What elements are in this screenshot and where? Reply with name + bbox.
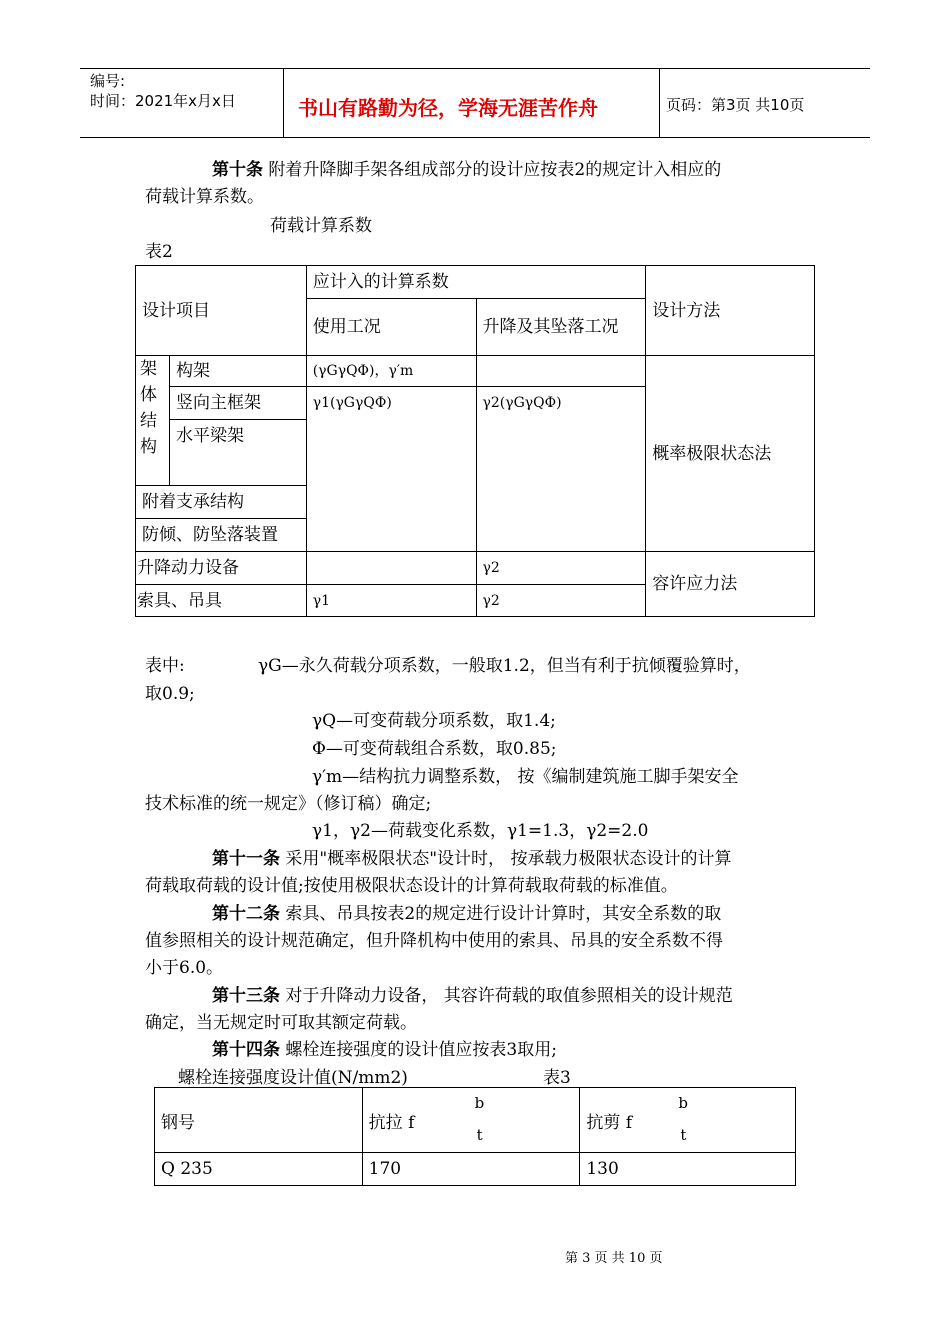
power-use (306, 552, 476, 585)
article-11-line1: 第十一条 采用"概率极限状态"设计时， 按承载力极限状态设计的计算 (212, 849, 732, 869)
article-13-title: 第十三条 (212, 986, 280, 1006)
t3-th-shear: 抗剪 f b t (580, 1088, 796, 1153)
article-10-line2: 荷载计算系数。 (145, 187, 264, 207)
t3-tension: 170 (362, 1153, 580, 1186)
frame-lift (476, 356, 646, 387)
row-horizontal: 水平梁架 (169, 420, 306, 486)
t3-tension-sup: b (474, 1094, 485, 1112)
header-divider (283, 69, 284, 137)
article-13-line1: 第十三条 对于升降动力设备， 其容许荷载的取值参照相关的设计规范 (212, 986, 733, 1006)
t3-shear: 130 (580, 1153, 796, 1186)
article-11-title: 第十一条 (212, 849, 280, 869)
page-footer: 第 3 页 共 10 页 (565, 1251, 663, 1266)
t3-steel: Q 235 (155, 1153, 363, 1186)
vertical-lift: γ2(γGγQΦ) (476, 387, 646, 552)
note-5: γ1，γ2—荷载变化系数，γ1=1.3，γ2=2.0 (312, 821, 649, 841)
table-2 (135, 265, 815, 617)
header-motto: 书山有路勤为径，学海无涯苦作舟 (298, 96, 598, 120)
table2-caption: 荷载计算系数 (270, 216, 372, 236)
frame-use: (γGγQΦ)，γ′m (306, 356, 476, 387)
article-12-line1: 第十二条 索具、吊具按表2的规定进行设计计算时，其安全系数的取 (212, 904, 722, 924)
power-lift: γ2 (476, 552, 646, 585)
row-rigging: 索具、吊具 (136, 585, 307, 617)
notes-intro: 表中: (145, 656, 185, 676)
article-14-line1: 第十四条 螺栓连接强度的设计值应按表3取用; (212, 1040, 557, 1060)
th-use: 使用工况 (306, 299, 476, 356)
th-factor-group: 应计入的计算系数 (306, 266, 646, 299)
table3-caption: 螺栓连接强度设计值(N/mm2) (178, 1068, 408, 1088)
note-1a: γG—永久荷载分项系数，一般取1.2，但当有利于抗倾覆验算时， (258, 656, 751, 676)
th-method: 设计方法 (646, 266, 815, 356)
frame-group: 架体结构 (136, 356, 170, 486)
rigging-lift: γ2 (476, 585, 646, 617)
header-page: 页码：第3页 共10页 (666, 96, 805, 114)
method-prob: 概率极限状态法 (646, 356, 815, 552)
rigging-use: γ1 (306, 585, 476, 617)
article-12-title: 第十二条 (212, 904, 280, 924)
t3-th-steel: 钢号 (155, 1088, 363, 1153)
t3-shear-sub: t (680, 1126, 687, 1144)
th-design-item: 设计项目 (136, 266, 307, 356)
vertical-use: γ1(γGγQΦ) (306, 387, 476, 552)
header-time: 时间：2021年x月x日 (90, 92, 236, 110)
article-12-line2: 值参照相关的设计规范确定，但升降机构中使用的索具、吊具的安全系数不得 (145, 931, 723, 951)
header-divider (659, 69, 660, 137)
note-3: Φ—可变荷载组合系数，取0.85; (312, 739, 557, 759)
t3-shear-sup: b (678, 1094, 688, 1112)
note-1b: 取0.9; (145, 684, 195, 704)
article-13-line2: 确定，当无规定时可取其额定荷载。 (145, 1013, 417, 1033)
note-4a: γ′m—结构抗力调整系数， 按《编制建筑施工脚手架安全 (312, 767, 739, 787)
t3-tension-sub: t (476, 1126, 483, 1144)
row-anti: 防倾、防坠落装置 (136, 519, 307, 552)
method-allow: 容许应力法 (646, 552, 815, 617)
article-10-title: 第十条 (212, 160, 263, 180)
table-3 (154, 1087, 796, 1186)
t3-th-tension: 抗拉 f b t (362, 1088, 580, 1153)
note-4b: 技术标准的统一规定》（修订稿）确定; (145, 794, 432, 814)
article-10-line1: 第十条 附着升降脚手架各组成部分的设计应按表2的规定计入相应的 (212, 160, 722, 180)
th-lift: 升降及其坠落工况 (476, 299, 646, 356)
table3-label: 表3 (543, 1068, 571, 1088)
article-12-line3: 小于6.0。 (145, 958, 224, 978)
row-power: 升降动力设备 (136, 552, 307, 585)
table2-label: 表2 (145, 242, 173, 262)
article-14-title: 第十四条 (212, 1040, 280, 1060)
row-support: 附着支承结构 (136, 486, 307, 519)
note-2: γQ—可变荷载分项系数，取1.4; (312, 711, 556, 731)
row-frame: 构架 (169, 356, 306, 387)
header-number: 编号: (90, 72, 126, 90)
row-vertical: 竖向主框架 (169, 387, 306, 420)
article-11-line2: 荷载取荷载的设计值;按使用极限状态设计的计算荷载取荷载的标准值。 (145, 876, 678, 896)
